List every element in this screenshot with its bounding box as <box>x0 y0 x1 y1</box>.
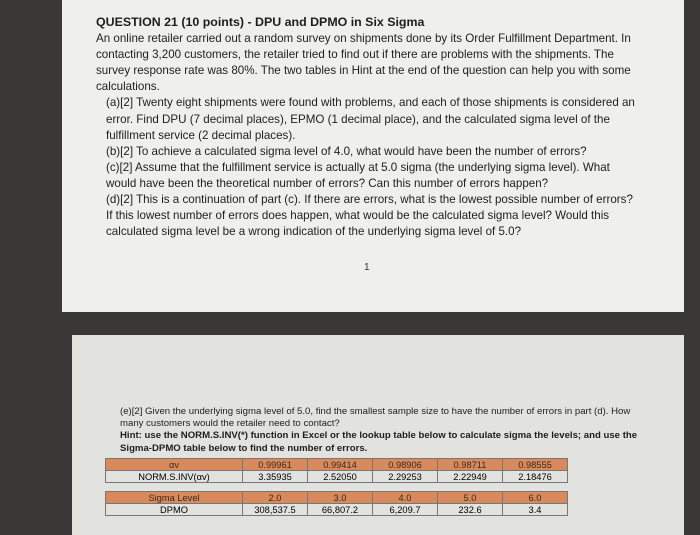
table-cell: 232.6 <box>438 504 503 516</box>
table-cell: 66,807.2 <box>308 504 373 516</box>
table-cell: Sigma Level <box>106 492 243 504</box>
table-cell: 3.0 <box>308 492 373 504</box>
question-page <box>62 0 684 312</box>
page-number: 1 <box>364 262 370 273</box>
table-cell: 0.98555 <box>503 459 568 471</box>
question-intro: An online retailer carried out a random survey on shipments done by its Order Fulfillment Department. In contacting 3,200 customers, the retailer tried to find out if there are problems with the shipments. The survey response rate was 80%. The two tables in Hint at the end of the question can help you with some calculations. <box>96 32 631 94</box>
table-cell: 0.99414 <box>308 459 373 471</box>
part-b: (b)[2] To achieve a calculated sigma level of 4.0, what would have been the number of errors? <box>106 144 587 158</box>
sigma-dpmo-table <box>105 491 568 516</box>
table-cell: αv <box>106 459 243 471</box>
table-cell: 6,209.7 <box>373 504 438 516</box>
table-cell: 0.98906 <box>373 459 438 471</box>
table-cell: 2.18476 <box>503 471 568 483</box>
table-cell: DPMO <box>106 504 243 516</box>
table-row <box>106 459 568 471</box>
table-row <box>106 492 568 504</box>
table-cell: 4.0 <box>373 492 438 504</box>
table-cell: 0.98711 <box>438 459 503 471</box>
table-cell: 6.0 <box>503 492 568 504</box>
table-row <box>106 504 568 516</box>
table-cell: 2.29253 <box>373 471 438 483</box>
question-content <box>96 14 636 240</box>
part-a: (a)[2] Twenty eight shipments were found with problems, and each of those shipments is considered an error. Find DPU (7 decimal places), EPMO (1 decimal place), and the calculated sigma level of the fulfillment service (2 decimal places). <box>106 96 635 142</box>
question-title: QUESTION 21 (10 points) - DPU and DPMO in Six Sigma <box>96 15 425 29</box>
continuation-content <box>120 406 640 455</box>
table-cell: 2.22949 <box>438 471 503 483</box>
table-row <box>106 471 568 483</box>
table-cell: 3.35935 <box>243 471 308 483</box>
hint-text: Hint: use the NORM.S.INV(*) function in Excel or the lookup table below to calculate sigma the levels; and use the Sigma-DPMO table below to find the number of errors. <box>120 430 638 454</box>
table-cell: 5.0 <box>438 492 503 504</box>
table-cell: 2.0 <box>243 492 308 504</box>
table-cell: 0.99961 <box>243 459 308 471</box>
norm-inv-table <box>105 458 568 483</box>
table-cell: 308,537.5 <box>243 504 308 516</box>
table-cell: 3.4 <box>503 504 568 516</box>
part-d: (d)[2] This is a continuation of part (c). If there are errors, what is the lowest possible number of errors? If this lowest number of errors does happen, what would be the calculated sigma level? Would this calculated sigma level be a wrong indication of the underlying sigma level of 5.0? <box>106 193 633 239</box>
part-c: (c)[2] Assume that the fulfillment service is actually at 5.0 sigma (the underlying sigma level). What would have been the theoretical number of errors? Can this number of errors happen? <box>106 160 610 190</box>
table-cell: 2.52050 <box>308 471 373 483</box>
part-e: (e)[2] Given the underlying sigma level of 5.0, find the smallest sample size to have the number of errors in part (d). How many customers would the retailer need to contact? <box>120 406 631 430</box>
table-cell: NORM.S.INV(αv) <box>106 471 243 483</box>
